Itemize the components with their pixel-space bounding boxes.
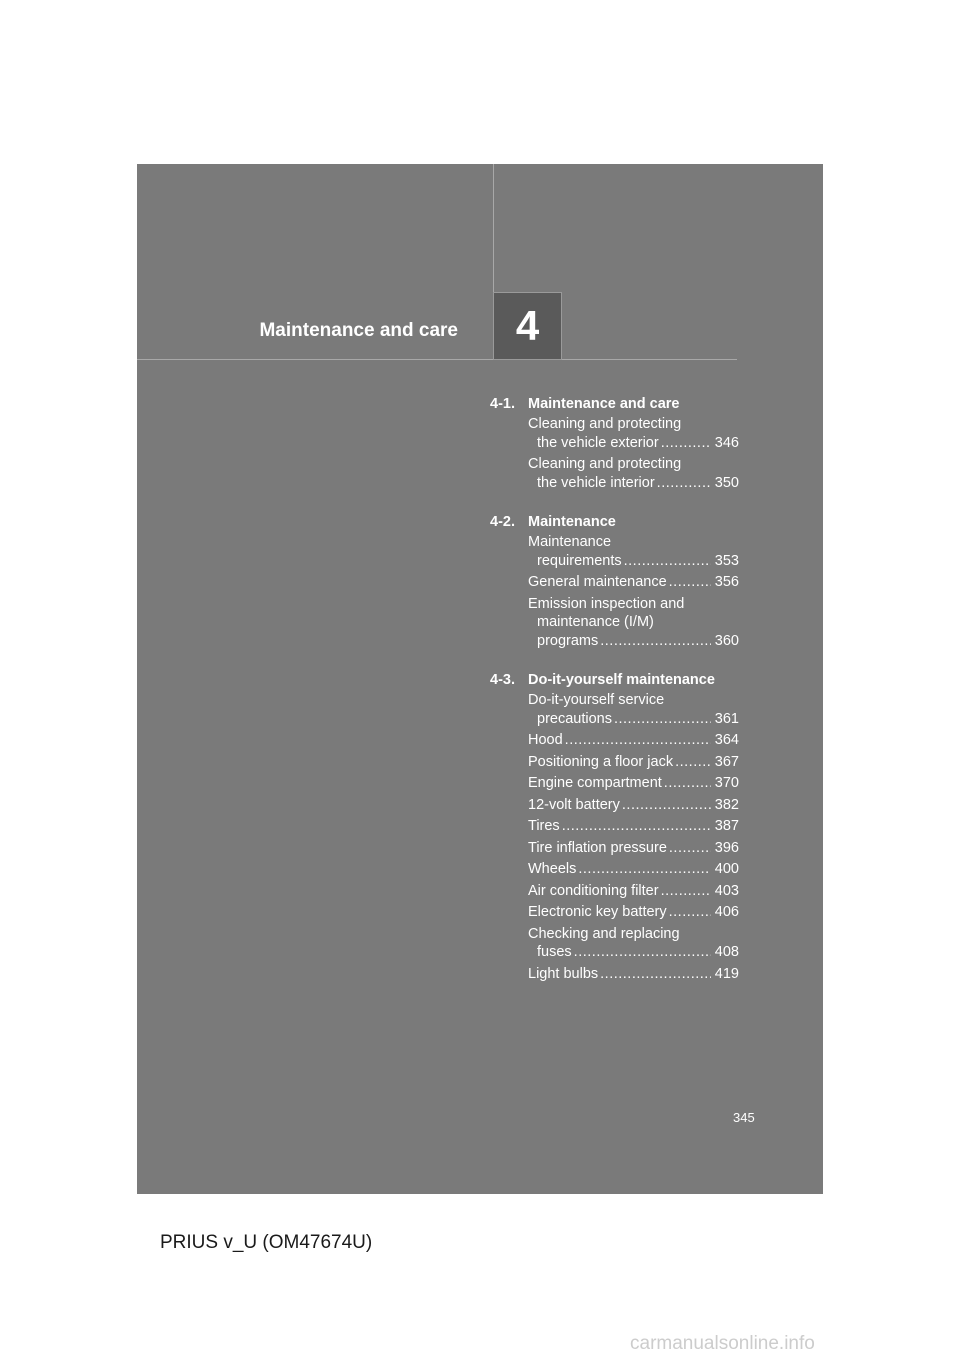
entry-line-with-page	[528, 710, 739, 729]
entry-line-with-page	[528, 552, 739, 571]
dot-leader	[622, 796, 711, 815]
entry-line-with-page	[528, 839, 739, 858]
toc-entry[interactable]	[528, 817, 739, 836]
entry-page-number: 360	[714, 632, 739, 649]
entry-page-number: 400	[714, 861, 739, 877]
dot-leader	[664, 774, 711, 793]
toc-entry[interactable]	[528, 774, 739, 793]
watermark: carmanualsonline.info	[630, 1333, 815, 1354]
entry-page-number: 367	[714, 753, 739, 770]
entry-line-with-page	[528, 943, 739, 962]
dot-leader	[624, 552, 711, 571]
entry-text: Positioning a floor jack	[528, 753, 674, 770]
toc-entry[interactable]	[528, 455, 739, 492]
dot-leader	[657, 474, 711, 493]
entry-line-with-page	[528, 474, 739, 493]
footer-model-code: PRIUS v_U (OM47674U)	[160, 1232, 373, 1253]
entry-page-number: 356	[714, 574, 739, 590]
entry-line-with-page	[528, 817, 739, 836]
toc-entry[interactable]	[528, 796, 739, 815]
section-title: Maintenance	[528, 514, 616, 530]
entry-line-with-page	[528, 753, 739, 772]
chapter-title: Maintenance and care	[259, 320, 458, 341]
dot-leader	[661, 882, 711, 901]
toc-entry[interactable]	[528, 731, 739, 750]
entry-line-with-page	[528, 860, 739, 879]
entry-text: Light bulbs	[528, 965, 599, 982]
entry-text: maintenance (I/M)	[537, 614, 654, 630]
vertical-divider	[493, 164, 494, 292]
toc-section	[490, 396, 750, 492]
entry-page-number: 382	[714, 796, 739, 813]
toc-entry[interactable]	[528, 595, 739, 651]
entry-text: Maintenance	[528, 534, 612, 550]
dot-leader	[669, 903, 711, 922]
entry-text: the vehicle exterior	[537, 434, 659, 451]
entry-line-with-page	[528, 796, 739, 815]
entry-text: 12-volt battery	[528, 796, 620, 813]
entry-text: Engine compartment	[528, 775, 662, 791]
toc-section	[490, 672, 750, 983]
toc-entry[interactable]	[528, 415, 739, 452]
entry-page-number: 387	[714, 818, 739, 834]
entry-line-with-page	[528, 731, 739, 750]
entry-page-number: 419	[714, 965, 739, 982]
dot-leader	[669, 839, 711, 858]
entry-page-number: 408	[714, 944, 739, 960]
dot-leader	[600, 632, 711, 651]
entry-line-with-page	[528, 965, 739, 984]
toc-entry[interactable]	[528, 860, 739, 879]
dot-leader	[661, 434, 711, 453]
dot-leader	[574, 943, 711, 962]
entry-text: Do-it-yourself service	[528, 692, 665, 708]
dot-leader	[562, 817, 711, 836]
entry-text: the vehicle interior	[537, 474, 655, 491]
entry-text: Tires	[528, 818, 560, 834]
entry-text: Electronic key battery	[528, 904, 667, 920]
toc-entry[interactable]	[528, 903, 739, 922]
section-number: 4-3.	[490, 672, 515, 688]
entry-page-number: 396	[714, 839, 739, 856]
entry-page-number: 346	[714, 434, 739, 451]
dot-leader	[578, 860, 711, 879]
entry-line-with-page	[528, 903, 739, 922]
chapter-number-box: 4	[493, 292, 562, 360]
section-heading[interactable]	[490, 672, 750, 688]
entry-page-number: 361	[714, 710, 739, 727]
dot-leader	[565, 731, 711, 750]
entry-text: Air conditioning filter	[528, 882, 659, 899]
entry-line-with-page	[528, 434, 739, 453]
entry-text: Emission inspection and	[528, 595, 685, 612]
section-title: Maintenance and care	[528, 396, 680, 412]
entry-text: Wheels	[528, 861, 577, 877]
horizontal-divider	[137, 359, 737, 360]
toc-entry[interactable]	[528, 573, 739, 592]
entry-page-number: 364	[714, 732, 739, 748]
table-of-contents	[490, 396, 750, 1005]
toc-entry[interactable]	[528, 691, 739, 728]
entry-text: Tire inflation pressure	[528, 839, 667, 856]
toc-entry[interactable]	[528, 839, 739, 858]
entry-text: fuses	[537, 944, 572, 960]
section-heading[interactable]	[490, 514, 750, 530]
section-heading[interactable]	[490, 396, 750, 412]
toc-section	[490, 514, 750, 650]
entry-line-with-page	[528, 882, 739, 901]
dot-leader	[669, 573, 711, 592]
entry-text: Cleaning and protecting	[528, 416, 682, 432]
entry-page-number: 370	[714, 775, 739, 791]
entry-line-with-page	[528, 573, 739, 592]
entry-text: programs	[537, 632, 599, 649]
entry-line-with-page	[528, 632, 739, 651]
toc-entry[interactable]	[528, 533, 739, 570]
entry-text: requirements	[537, 552, 622, 569]
section-title: Do-it-yourself maintenance	[528, 672, 715, 688]
entry-page-number: 406	[714, 904, 739, 920]
section-number: 4-1.	[490, 396, 515, 412]
entry-page-number: 353	[714, 552, 739, 569]
dot-leader	[600, 965, 711, 984]
entry-page-number: 403	[714, 882, 739, 899]
entry-text: Checking and replacing	[528, 925, 680, 942]
entry-line-with-page	[528, 774, 739, 793]
page-number: 345	[733, 1110, 755, 1125]
entry-text: General maintenance	[528, 574, 667, 590]
section-number: 4-2.	[490, 514, 515, 530]
toc-entry[interactable]	[528, 965, 739, 984]
toc-entry[interactable]	[528, 753, 739, 772]
toc-entry[interactable]	[528, 925, 739, 962]
dot-leader	[614, 710, 711, 729]
toc-entry[interactable]	[528, 882, 739, 901]
entry-text: precautions	[537, 710, 612, 727]
entry-text: Cleaning and protecting	[528, 456, 682, 472]
entry-page-number: 350	[714, 474, 739, 491]
dot-leader	[675, 753, 711, 772]
entry-text: Hood	[528, 732, 563, 748]
